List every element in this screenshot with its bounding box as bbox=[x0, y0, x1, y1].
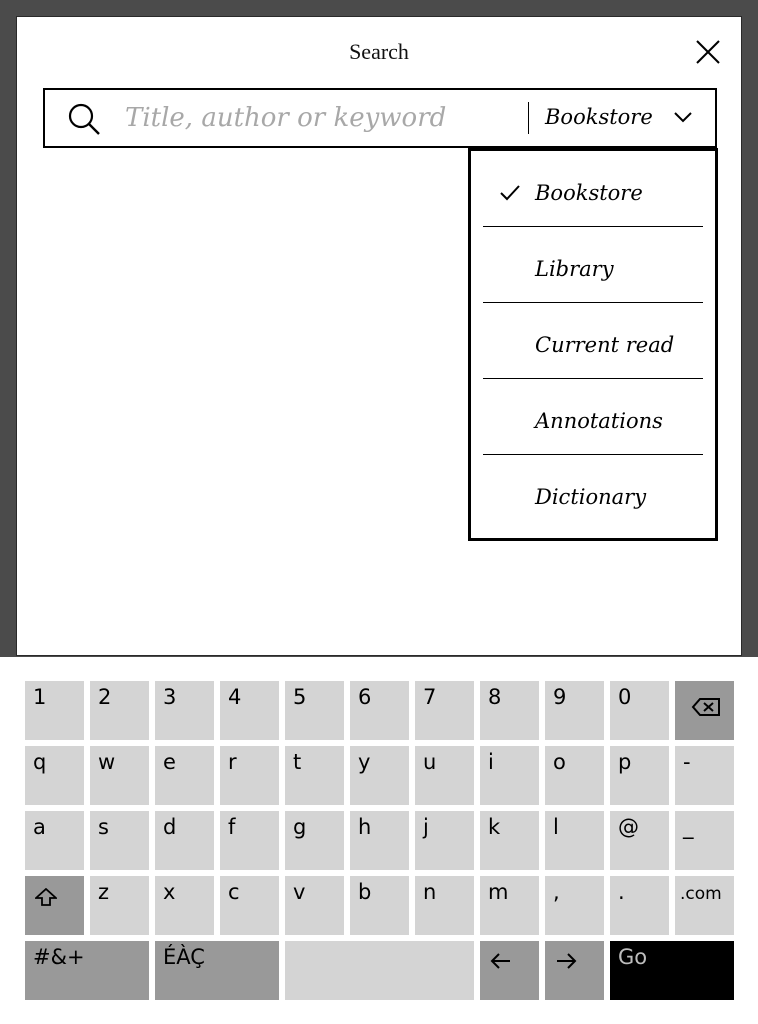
checkmark-icon bbox=[499, 184, 521, 202]
key-t[interactable]: t bbox=[285, 746, 344, 805]
key-o[interactable]: o bbox=[545, 746, 604, 805]
key-w[interactable]: w bbox=[90, 746, 149, 805]
search-dialog bbox=[16, 16, 742, 656]
cursor-right-key[interactable] bbox=[545, 941, 604, 1000]
dropdown-item-label: Bookstore bbox=[535, 181, 643, 205]
key-8[interactable]: 8 bbox=[480, 681, 539, 740]
key-j[interactable]: j bbox=[415, 811, 474, 870]
key-1[interactable]: 1 bbox=[25, 681, 84, 740]
shift-icon bbox=[35, 888, 57, 906]
arrow-left-icon bbox=[490, 953, 512, 969]
search-input[interactable] bbox=[117, 96, 517, 140]
key-q[interactable]: q bbox=[25, 746, 84, 805]
key-at[interactable]: @ bbox=[610, 811, 669, 870]
key-dotcom[interactable]: .com bbox=[675, 876, 734, 935]
search-scope-select[interactable] bbox=[535, 98, 715, 138]
key-v[interactable]: v bbox=[285, 876, 344, 935]
chevron-down-icon bbox=[673, 110, 693, 124]
search-divider bbox=[528, 102, 529, 134]
key-7[interactable]: 7 bbox=[415, 681, 474, 740]
key-b[interactable]: b bbox=[350, 876, 409, 935]
key-underscore[interactable]: _ bbox=[675, 811, 734, 870]
space-key[interactable] bbox=[285, 941, 474, 1000]
on-screen-keyboard bbox=[0, 657, 758, 1024]
dialog-title: Search bbox=[349, 39, 409, 64]
key-k[interactable]: k bbox=[480, 811, 539, 870]
arrow-right-icon bbox=[555, 953, 577, 969]
dropdown-item-annotations[interactable] bbox=[483, 379, 703, 455]
key-p[interactable]: p bbox=[610, 746, 669, 805]
key-g[interactable]: g bbox=[285, 811, 344, 870]
key-a[interactable]: a bbox=[25, 811, 84, 870]
go-key[interactable]: Go bbox=[610, 941, 734, 1000]
backspace-icon bbox=[691, 697, 721, 717]
key-6[interactable]: 6 bbox=[350, 681, 409, 740]
dropdown-item-bookstore[interactable] bbox=[483, 151, 703, 227]
close-button[interactable] bbox=[695, 39, 721, 65]
key-period[interactable]: . bbox=[610, 876, 669, 935]
key-2[interactable]: 2 bbox=[90, 681, 149, 740]
key-comma[interactable]: , bbox=[545, 876, 604, 935]
backspace-key[interactable] bbox=[675, 681, 734, 740]
symbols-key[interactable]: #&+ bbox=[25, 941, 149, 1000]
search-scope-label: Bookstore bbox=[545, 105, 653, 129]
key-m[interactable]: m bbox=[480, 876, 539, 935]
key-x[interactable]: x bbox=[155, 876, 214, 935]
dropdown-item-library[interactable] bbox=[483, 227, 703, 303]
key-f[interactable]: f bbox=[220, 811, 279, 870]
key-i[interactable]: i bbox=[480, 746, 539, 805]
key-y[interactable]: y bbox=[350, 746, 409, 805]
key-h[interactable]: h bbox=[350, 811, 409, 870]
dropdown-item-label: Dictionary bbox=[535, 485, 647, 509]
key-hyphen[interactable]: - bbox=[675, 746, 734, 805]
key-c[interactable]: c bbox=[220, 876, 279, 935]
key-5[interactable]: 5 bbox=[285, 681, 344, 740]
search-scope-dropdown bbox=[468, 148, 718, 541]
dropdown-item-label: Current read bbox=[535, 333, 675, 357]
key-n[interactable]: n bbox=[415, 876, 474, 935]
key-s[interactable]: s bbox=[90, 811, 149, 870]
key-d[interactable]: d bbox=[155, 811, 214, 870]
dropdown-item-label: Annotations bbox=[535, 409, 663, 433]
search-icon bbox=[67, 102, 101, 136]
accents-key[interactable]: ÉÀÇ bbox=[155, 941, 279, 1000]
key-u[interactable]: u bbox=[415, 746, 474, 805]
key-l[interactable]: l bbox=[545, 811, 604, 870]
close-icon bbox=[695, 39, 721, 65]
key-e[interactable]: e bbox=[155, 746, 214, 805]
cursor-left-key[interactable] bbox=[480, 941, 539, 1000]
key-9[interactable]: 9 bbox=[545, 681, 604, 740]
search-bar bbox=[43, 88, 717, 148]
shift-key[interactable] bbox=[25, 876, 84, 935]
key-z[interactable]: z bbox=[90, 876, 149, 935]
key-0[interactable]: 0 bbox=[610, 681, 669, 740]
key-4[interactable]: 4 bbox=[220, 681, 279, 740]
dropdown-item-current-read[interactable] bbox=[483, 303, 703, 379]
dropdown-item-label: Library bbox=[535, 257, 614, 281]
dropdown-item-dictionary[interactable] bbox=[483, 455, 703, 530]
key-r[interactable]: r bbox=[220, 746, 279, 805]
key-3[interactable]: 3 bbox=[155, 681, 214, 740]
